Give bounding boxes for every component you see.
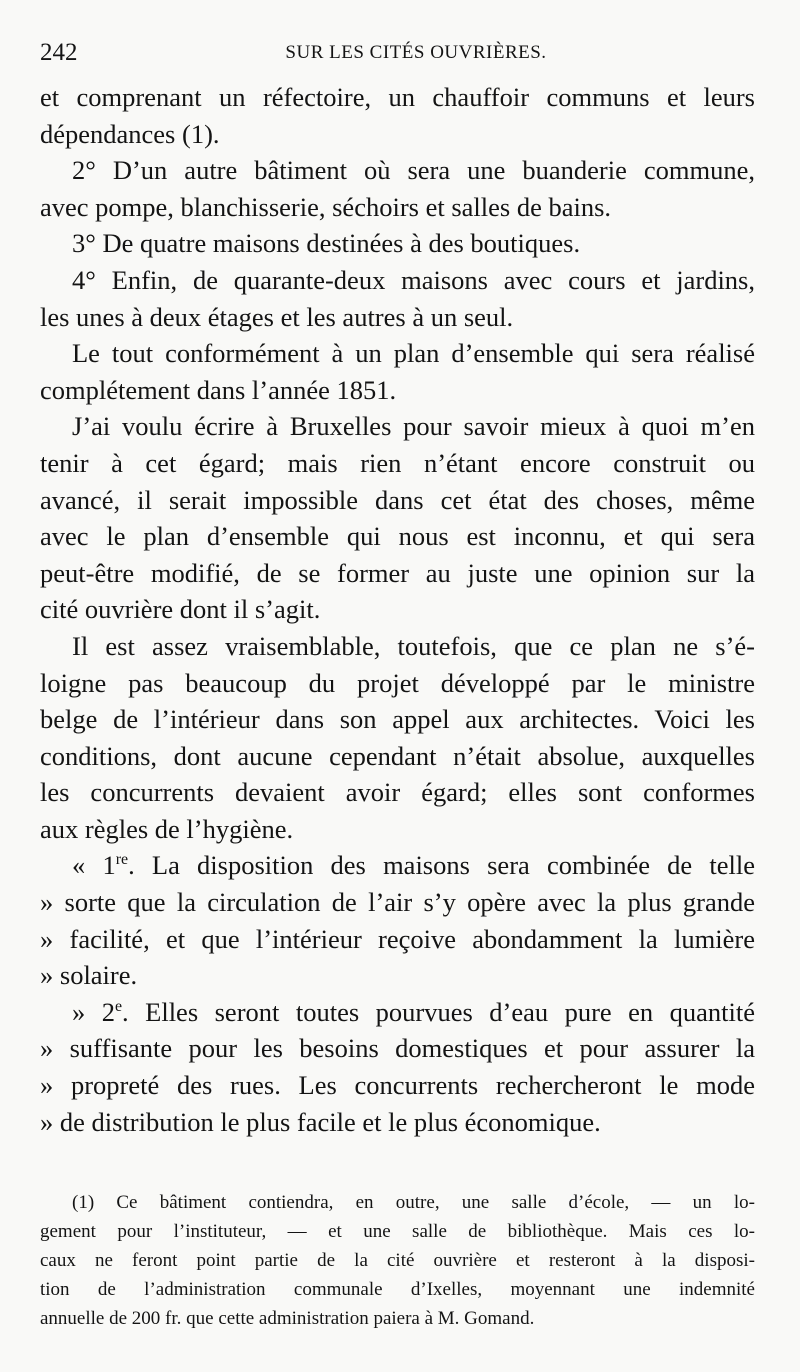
footnote-line: annuelle de 200 fr. que cette administration paiera à M. Gomand. [40, 1308, 535, 1329]
text-line: » suffisante pour les besoins domestiques et pour assurer la [40, 1033, 755, 1064]
text-line: avec pompe, blanchisserie, séchoirs et salles de bains. [40, 191, 612, 222]
text-line: » solaire. [40, 960, 138, 991]
text-line: avec le plan d’ensemble qui nous est inconnu, et qui sera [40, 521, 755, 552]
running-head [40, 38, 752, 68]
text-line: Le tout conformément à un plan d’ensemble qui sera réalisé [72, 338, 755, 369]
text-line: avancé, il serait impossible dans cet état des choses, même [40, 484, 755, 515]
footnote [40, 1188, 755, 1333]
text-line: 3° De quatre maisons destinées à des boutiques. [72, 228, 581, 259]
footnote-line: (1) Ce bâtiment contiendra, en outre, une salle d’école, — un lo- [72, 1192, 755, 1213]
text-line: 2° D’un autre bâtiment où sera une buanderie commune, [72, 155, 755, 186]
text-line: tenir à cet égard; mais rien n’étant encore construit ou [40, 447, 755, 478]
footnote-line: gement pour l’instituteur, — et une salle de bibliothèque. Mais ces lo- [40, 1221, 755, 1242]
text-line: » propreté des rues. Les concurrents rechercheront le mode [40, 1070, 755, 1101]
text-line: complétement dans l’année 1851. [40, 374, 397, 405]
text-line [40, 847, 755, 884]
text-line: » de distribution le plus facile et le plus économique. [40, 1106, 601, 1137]
text-line: loigne pas beaucoup du projet développé par le ministre [40, 667, 755, 698]
ordinal-suffix: re [115, 851, 129, 869]
text-line: cité ouvrière dont il s’agit. [40, 594, 321, 625]
quote-number: » 2 [72, 996, 115, 1027]
text-line: Il est assez vraisemblable, toutefois, que ce plan ne s’é- [72, 630, 755, 661]
text-line: » facilité, et que l’intérieur reçoive abondamment la lumière [40, 923, 755, 954]
text-line: dépendances (1). [40, 118, 220, 149]
text-line: aux règles de l’hygiène. [40, 813, 294, 844]
text-line: belge de l’intérieur dans son appel aux architectes. Voici les [40, 704, 755, 735]
text-line: » sorte que la circulation de l’air s’y opère avec la plus grande [40, 887, 755, 918]
ordinal-suffix: e [114, 998, 123, 1016]
text-line: conditions, dont aucune cependant n’était absolue, auxquelles [40, 740, 755, 771]
text-line: 4° Enfin, de quarante-deux maisons avec cours et jardins, [72, 264, 755, 295]
text-line: J’ai voulu écrire à Bruxelles pour savoir mieux à quoi m’en [72, 411, 755, 442]
text-line: les unes à deux étages et les autres à un seul. [40, 301, 514, 332]
footnote-line: caux ne feront point partie de la cité ouvrière et resteront à la disposi- [40, 1250, 755, 1271]
text-line: les concurrents devaient avoir égard; elles sont conformes [40, 777, 755, 808]
text-line: peut-être modifié, de se former au juste une opinion sur la [40, 557, 755, 588]
page-number: 242 [40, 39, 78, 66]
text-line: et comprenant un réfectoire, un chauffoir communs et leurs [40, 82, 755, 112]
quote-text: . La disposition des maisons sera combinée de telle [128, 850, 756, 881]
footnote-line: tion de l’administration communale d’Ixelles, moyennant une indemnité [40, 1279, 755, 1300]
quote-number: « 1 [72, 850, 116, 881]
text-line [40, 994, 755, 1031]
running-title: SUR LES CITÉS OUVRIÈRES. [285, 42, 547, 63]
quote-text: . Elles seront toutes pourvues d’eau pure en quantité [122, 996, 755, 1027]
main-text [40, 79, 755, 1140]
